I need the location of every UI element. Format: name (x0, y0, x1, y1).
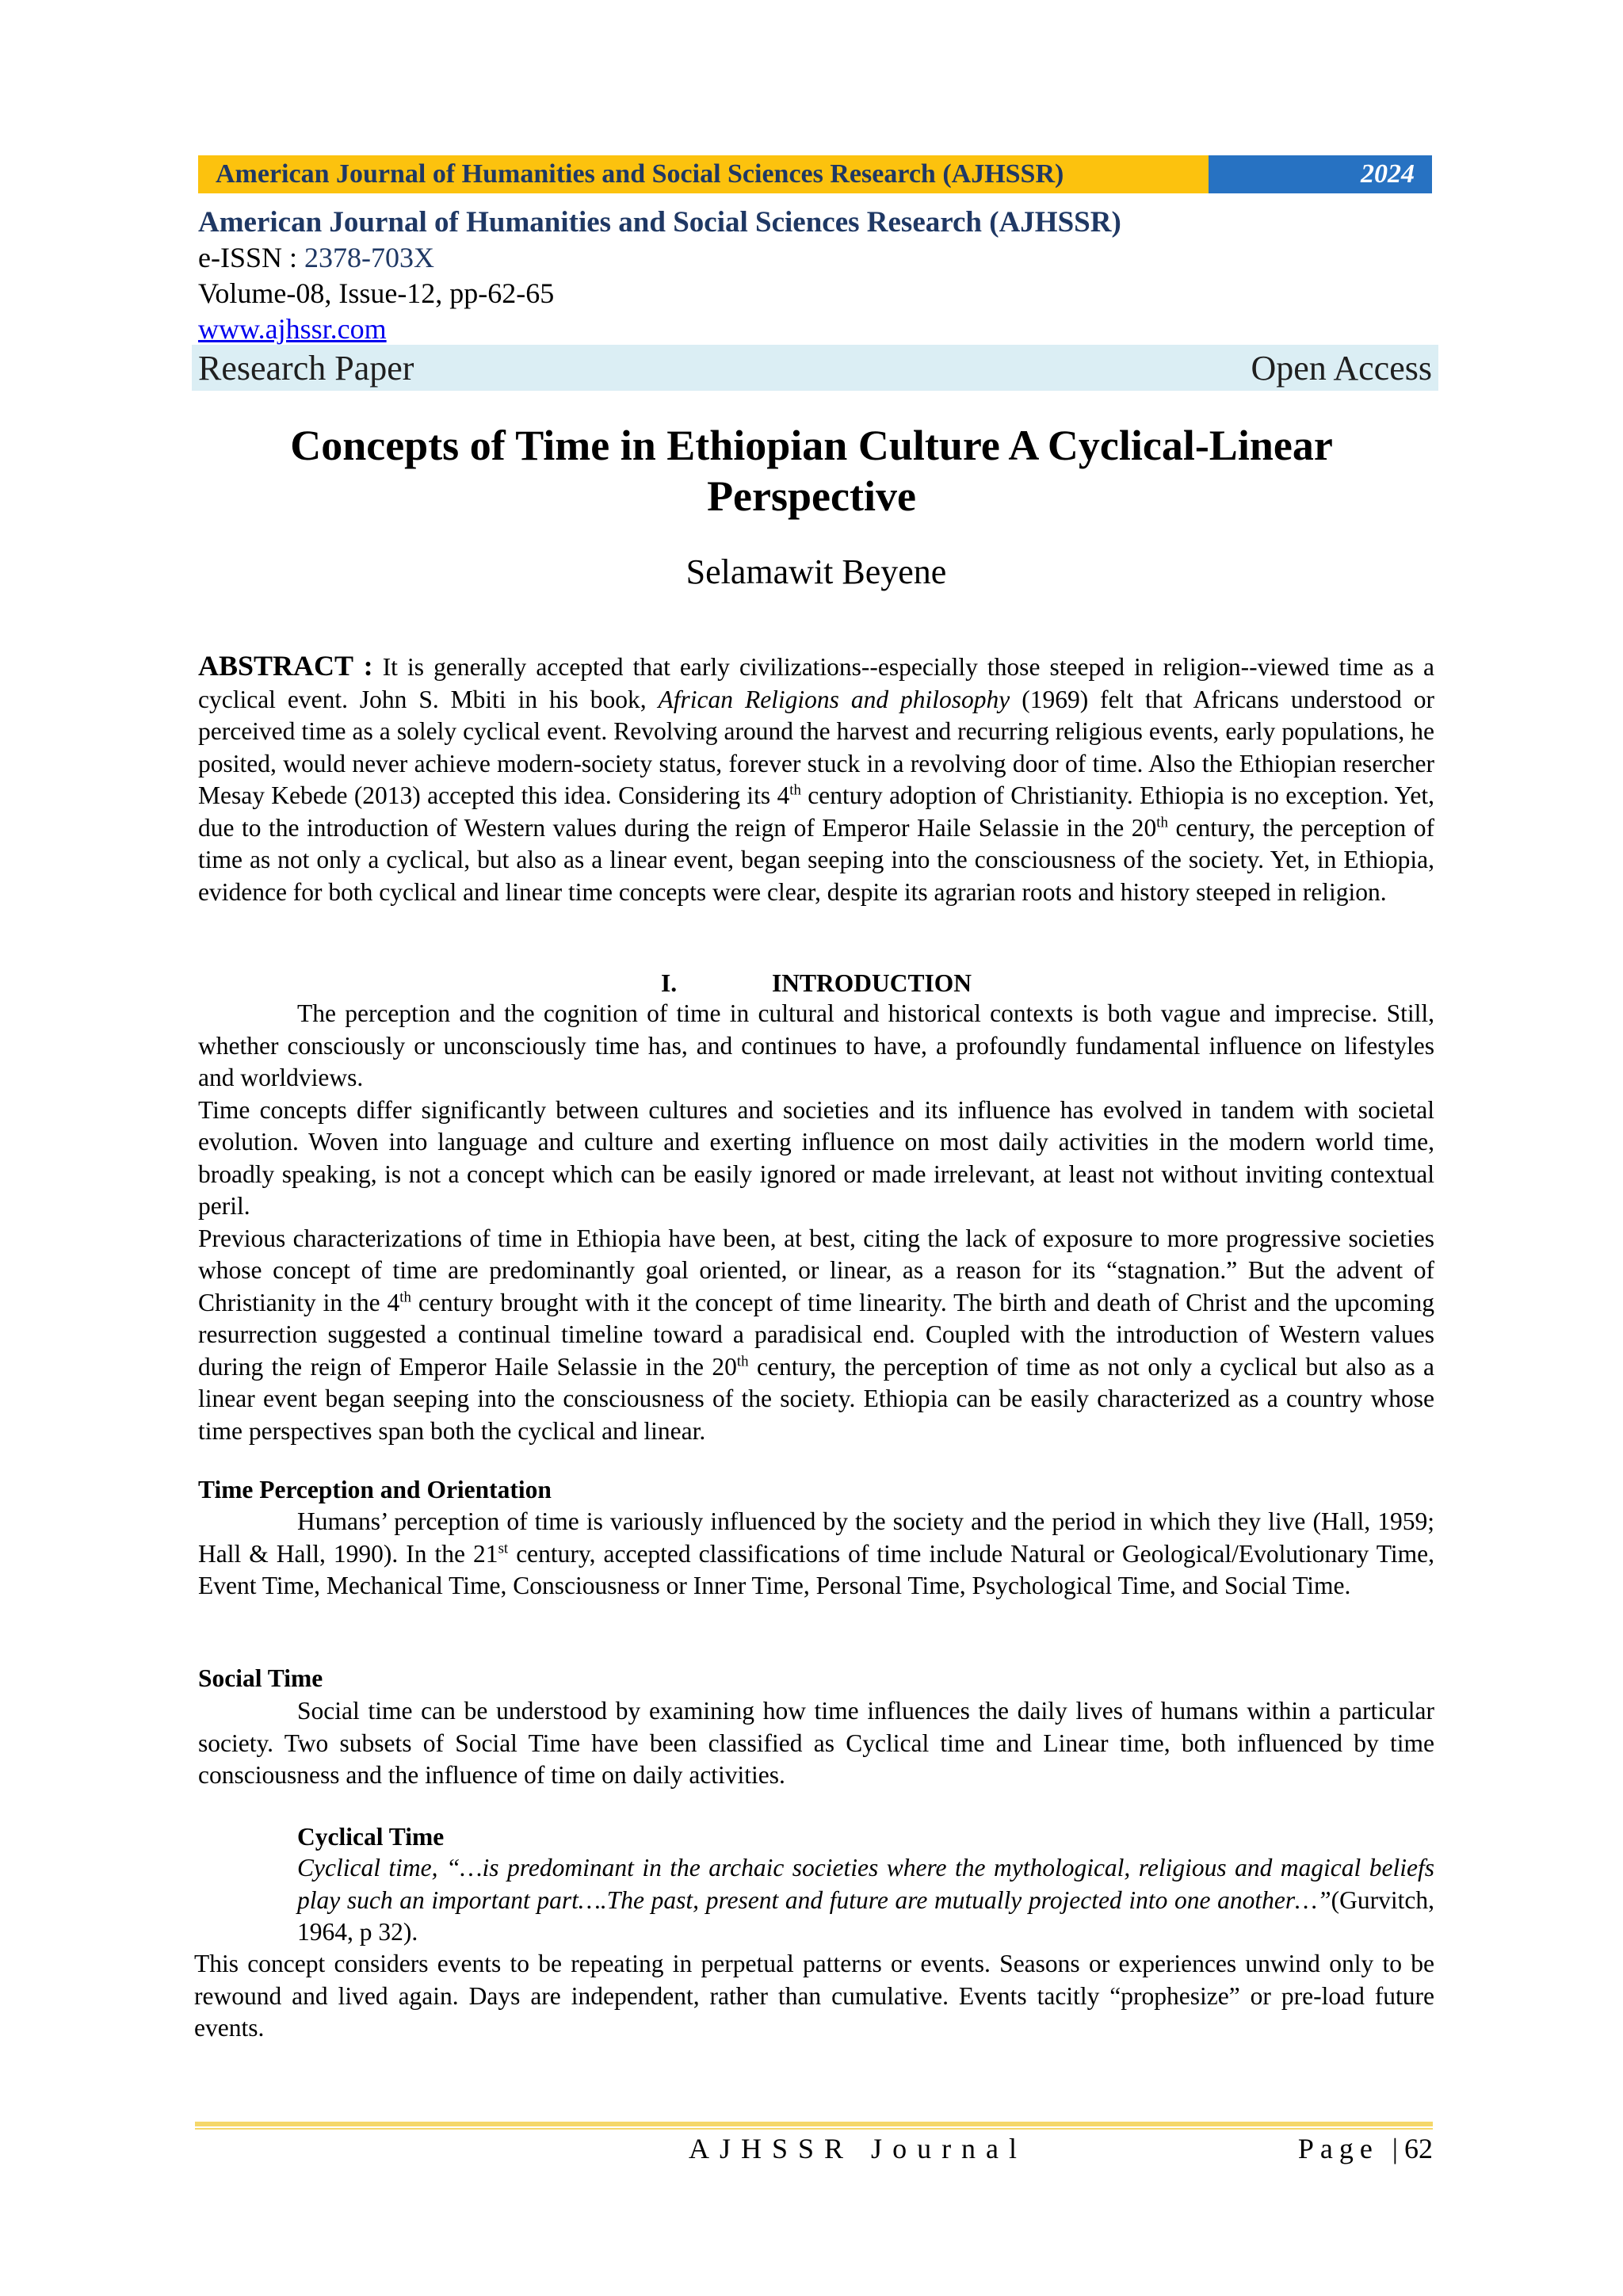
abstract-text-4: century, the perception of time as not only a cyclical, but also as a linear event, began seeping into the consciousness of the society. Yet, in Ethiopia, evidence for both cyclical and linear time concepts were clear, despite its agrarian roots and history steeped in religion. (198, 813, 1434, 906)
intro-paragraph-3 (198, 1223, 1434, 1448)
intro-p3-sup-1: th (399, 1289, 411, 1305)
paper-type: Research Paper (198, 348, 414, 388)
section-title: INTRODUCTION (771, 969, 972, 997)
website-link[interactable]: www.ajhssr.com (198, 313, 387, 345)
footer-page-label: Page | (1297, 2133, 1404, 2164)
volume-line: Volume-08, Issue-12, pp-62-65 (198, 277, 555, 309)
abstract-sup-2: th (1156, 814, 1168, 831)
tpo-text-1: Humans’ perception of time is variously influenced by the society and the period in which they live (Hall, 1959; Hall & Hall, 1990). In the 21 (198, 1507, 1434, 1568)
paper-type-bar (192, 345, 1438, 391)
intro-paragraph-2: Time concepts differ significantly between cultures and societies and its influence has evolved in tandem with societal evolution. Woven into language and culture and exerting influence on most daily activities in the modern world time, broadly speaking, is not a concept which can be easily ignored or made irrelevant, at least not without inviting contextual peril. (198, 1095, 1434, 1220)
paper-title (238, 420, 1385, 521)
title-line-2: Perspective (707, 472, 916, 520)
cyclical-time-heading: Cyclical Time (297, 1823, 445, 1851)
author-name: Selamawit Beyene (685, 552, 947, 591)
footer-page-number: 62 (1404, 2133, 1433, 2164)
journal-name: American Journal of Humanities and Social Sciences Research (AJHSSR) (198, 206, 1121, 239)
social-time-body (198, 1695, 1434, 1792)
footer-page (1298, 2132, 1433, 2165)
abstract-text-2: (1969) felt that Africans understood or perceived time as a solely cyclical event. Revolving around the harvest and recurring religious events, early populations, he posited, would never achieve modern-society status, forever stuck in a revolving door of time. Also the Ethiopian resercher Mesay Kebede (2013) accepted this idea. Considering its 4 (198, 685, 1435, 809)
intro-p3-sup-2: th (736, 1353, 749, 1370)
footer-rule-thin (195, 2128, 1433, 2130)
abstract-text-3: century adoption of Christianity. Ethiopia is no exception. Yet, due to the introduction of Western values during the reign of Emperor Haile Selassie in the 20 (198, 781, 1434, 842)
social-time-heading: Social Time (198, 1664, 323, 1692)
footer-journal: AJHSSR Journal (689, 2133, 1028, 2164)
footer-rule (195, 2122, 1433, 2126)
cyclical-quote (297, 1852, 1434, 1949)
title-line-1: Concepts of Time in Ethiopian Culture A Cyclical-Linear (290, 422, 1333, 469)
abstract-label: ABSTRACT : (198, 650, 373, 682)
intro-p3-text-1: Previous characterizations of time in Ethiopia have been, at best, citing the lack of exposure to more progressive societies whose concept of time are predominantly goal oriented, or linear, as a reason for its “stagnation.” But the advent of Christianity in the 4 (198, 1224, 1434, 1316)
intro-paragraph-1: The perception and the cognition of time in cultural and historical contexts is both vague and imprecise. Still, whether consciously or unconsciously time has, and continues to have, a profoundly fundamental influence on lifestyles and worldviews. (198, 999, 1434, 1091)
page-footer (195, 2132, 1433, 2172)
abstract-text-1: It is generally accepted that early civilizations--especially those steeped in religion--viewed time as a cyclical event. John S. Mbiti in his book, (198, 653, 1434, 713)
time-perception-heading: Time Perception and Orientation (198, 1476, 552, 1503)
banner-journal-title: American Journal of Humanities and Social Sciences Research (AJHSSR) (198, 155, 1209, 193)
issn-value: 2378-703X (304, 242, 434, 273)
issn-line (198, 240, 1434, 276)
quote-citation: (Gurvitch, 1964, p 32). (297, 1885, 1434, 1946)
introduction-body (198, 998, 1434, 1447)
intro-p3-text-3: century, the perception of time as not only a cyclical but also as a linear event began seeping into the consciousness of the society. Ethiopia can be easily characterized as a country whose time perspectives span both the cyclical and linear. (198, 1352, 1434, 1445)
abstract (198, 650, 1434, 908)
cyclical-time-text: This concept considers events to be repeating in perpetual patterns or events. Seasons or experiences unwind only to be rewound and lived again. Days are independent, rather than cumulative. Events tacitly “prophesize” or pre-load future events. (194, 1950, 1434, 2042)
tpo-sup: st (498, 1540, 509, 1557)
banner-year: 2024 (1209, 155, 1432, 193)
time-perception-body (198, 1506, 1434, 1603)
access-type: Open Access (1251, 348, 1432, 388)
abstract-sup-1: th (789, 781, 801, 799)
journal-info (198, 204, 1434, 347)
tpo-text-2: century, accepted classifications of time include Natural or Geological/Evolutionary Time, Event Time, Mechanical Time, Consciousness or Inner Time, Personal Time, Psychological Time, and Social Time. (198, 1539, 1434, 1599)
section-number: I. (660, 969, 678, 997)
introduction-heading (198, 969, 1434, 998)
quote-text: Cyclical time, “…is predominant in the archaic societies where the mythological, religious and magical beliefs play such an important part….The past, present and future are mutually projected into one another…” (297, 1854, 1434, 1914)
social-time-text: Social time can be understood by examining how time influences the daily lives of humans within a particular society. Two subsets of Social Time have been classified as Cyclical time and Linear time, both influenced by time consciousness and the influence of time on daily activities. (198, 1697, 1434, 1789)
intro-p3-text-2: century brought with it the concept of time linearity. The birth and death of Christ and the upcoming resurrection suggested a continual timeline toward a paradisical end. Coupled with the introduction of Western values during the reign of Emperor Haile Selassie in the 20 (198, 1288, 1435, 1381)
journal-banner (198, 155, 1432, 193)
issn-label: e-ISSN : (198, 242, 304, 273)
cyclical-time-body (194, 1948, 1434, 2045)
abstract-book-title: African Religions and philosophy (658, 685, 1010, 713)
